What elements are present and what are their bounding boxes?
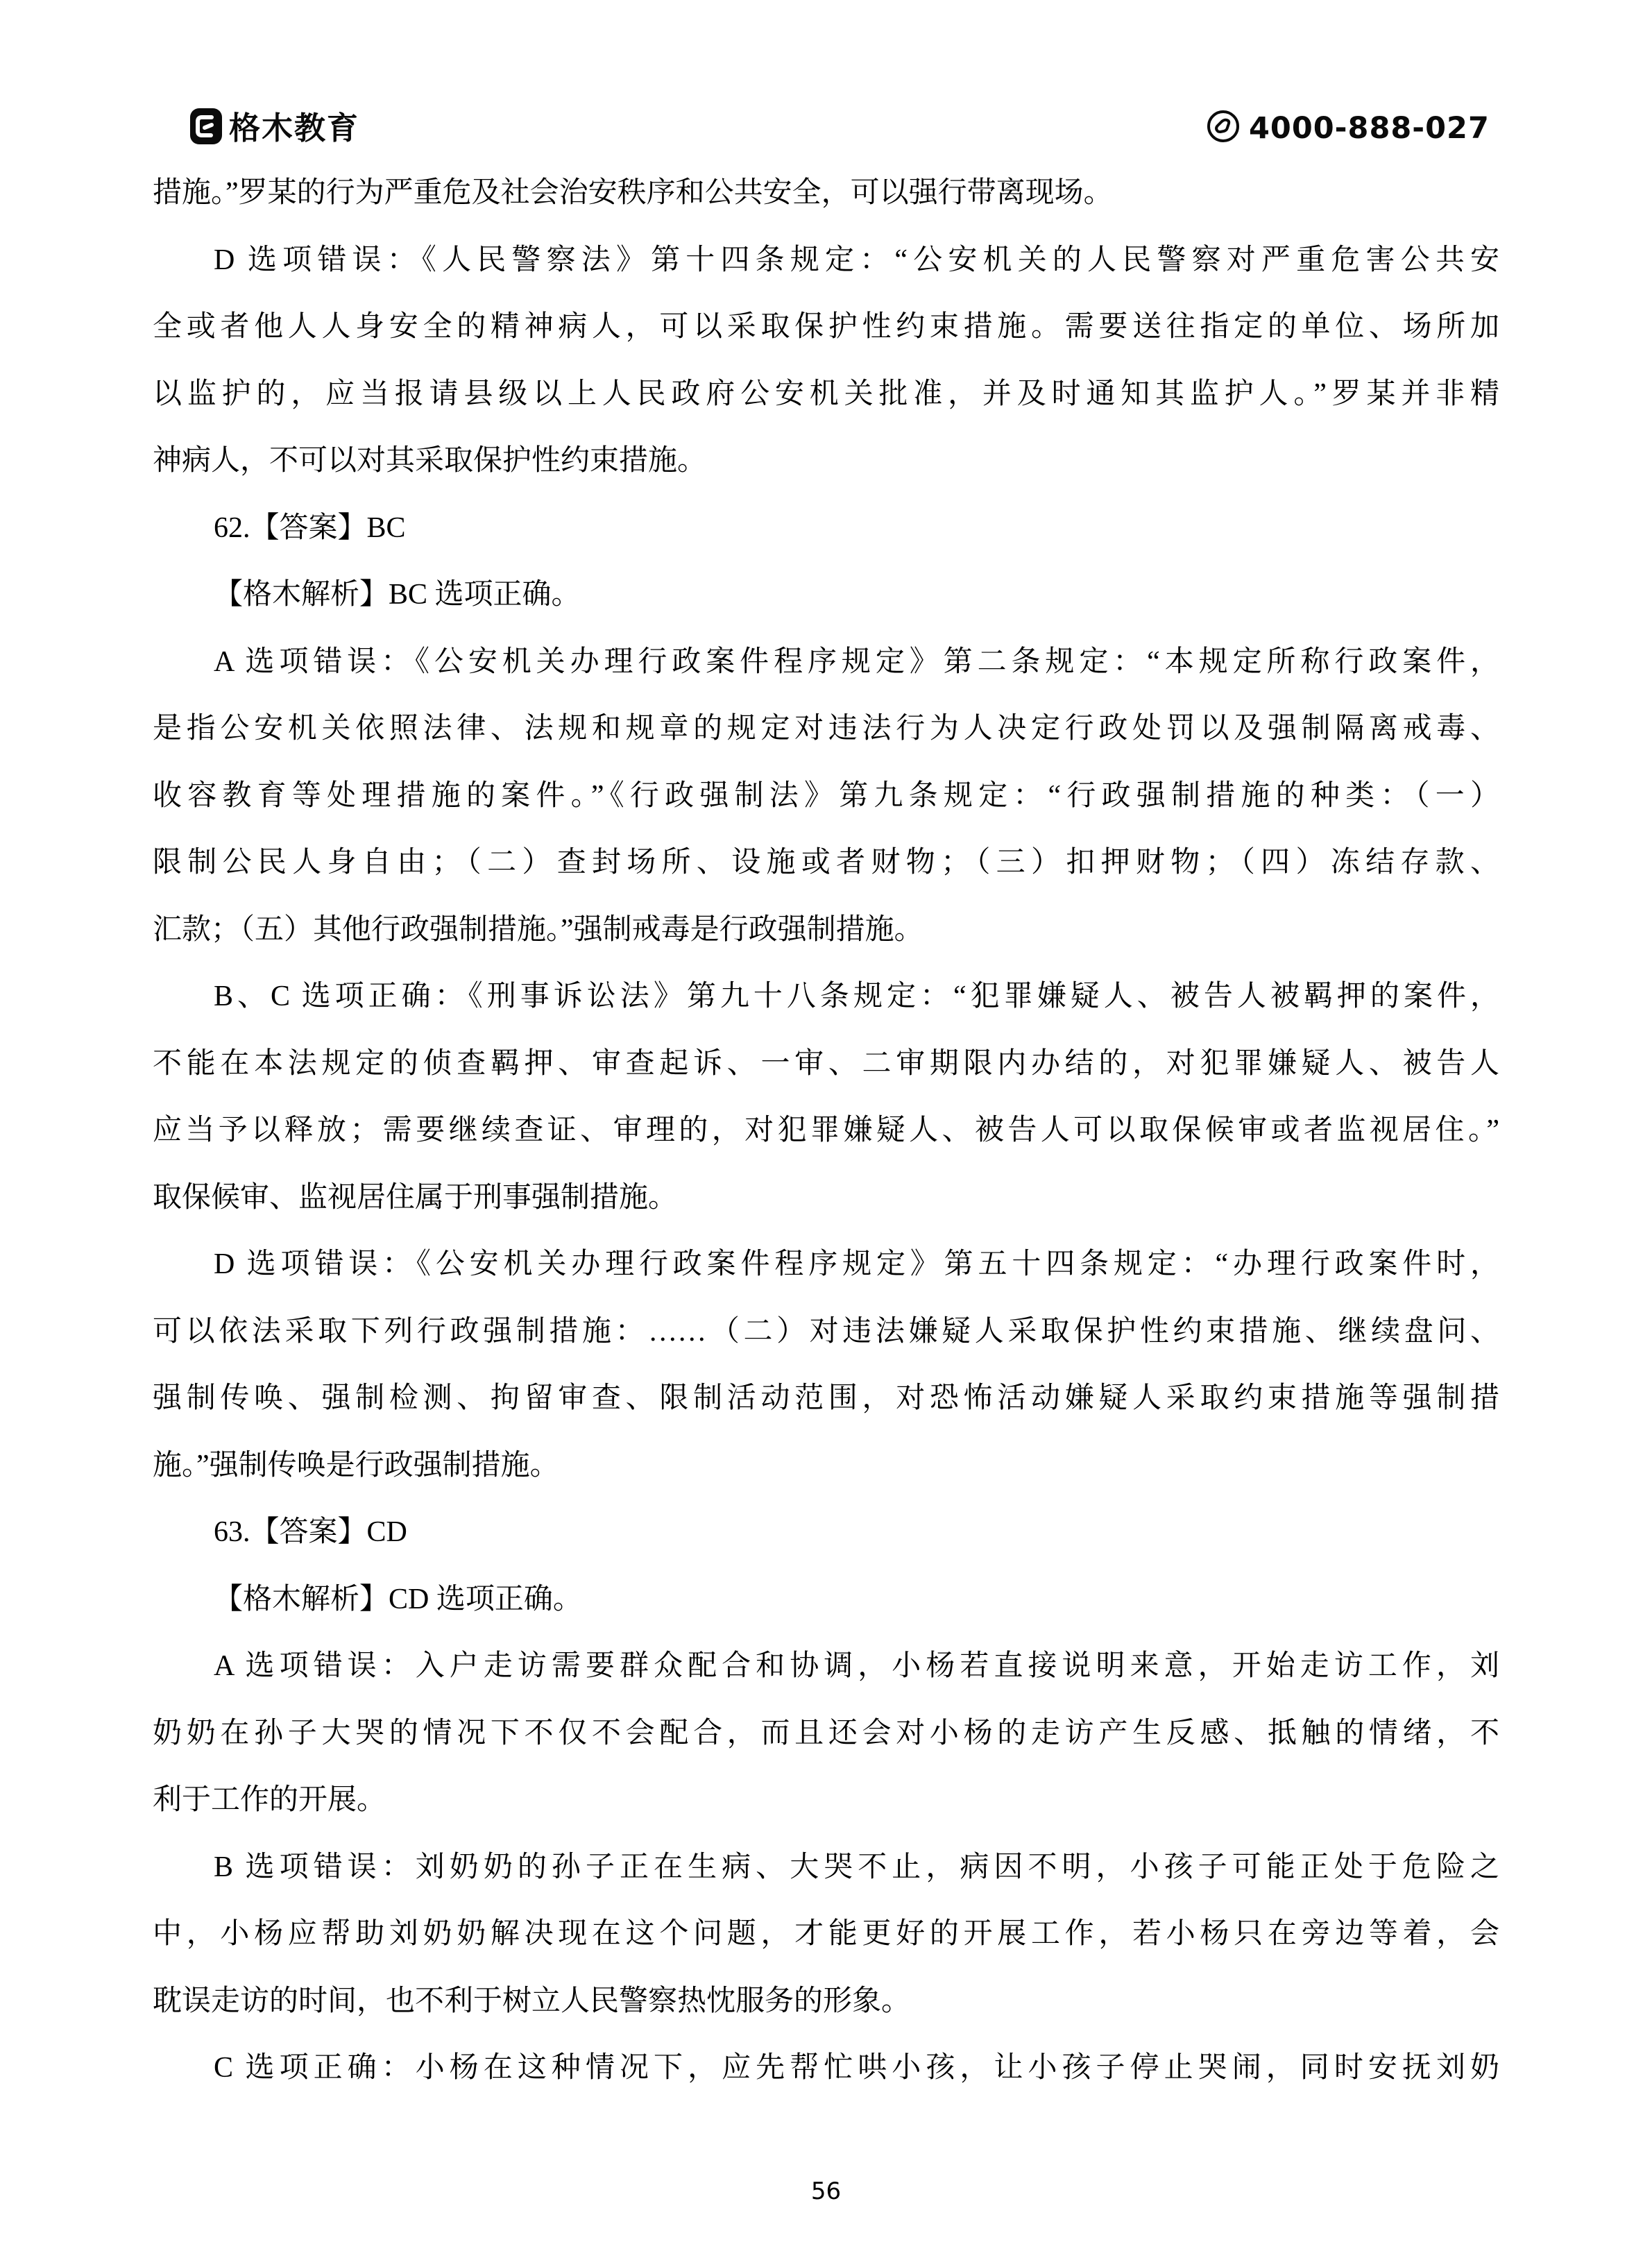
phone-icon bbox=[1206, 108, 1241, 148]
phone-number: 4000-888-027 bbox=[1249, 110, 1490, 146]
text-line: 耽误走访的时间，也不利于树立人民警察热忱服务的形象。 bbox=[153, 1985, 911, 2017]
text-line: 62.【答案】BC bbox=[214, 511, 406, 544]
text-line: 神病人，不可以对其采取保护性约束措施。 bbox=[153, 445, 707, 477]
text-line: 不能在本法规定的侦查羁押、审查起诉、一审、二审期限内办结的，对犯罪嫌疑人、被告人 bbox=[153, 1047, 1499, 1080]
text-line: A 选项错误：入户走访需要群众配合和协调，小杨若直接说明来意，开始走访工作，刘 bbox=[214, 1650, 1499, 1682]
text-line: D 选项错误：《人民警察法》第十四条规定：“公安机关的人民警察对严重危害公共安 bbox=[214, 244, 1499, 276]
text-line: 应当予以释放；需要继续查证、审理的，对犯罪嫌疑人、被告人可以取保候审或者监视居住。” bbox=[153, 1114, 1499, 1146]
text-line: 是指公安机关依照法律、法规和规章的规定对违法行为人决定行政处罚以及强制隔离戒毒、 bbox=[153, 713, 1499, 745]
text-line: 63.【答案】CD bbox=[214, 1516, 407, 1548]
text-line: 【格木解析】CD 选项正确。 bbox=[214, 1583, 582, 1615]
text-line: 全或者他人人身安全的精神病人，可以采取保护性约束措施。需要送往指定的单位、场所加 bbox=[153, 311, 1499, 343]
text-line: A 选项错误：《公安机关办理行政案件程序规定》第二条规定：“本规定所称行政案件， bbox=[214, 645, 1499, 678]
header-brand bbox=[190, 108, 359, 148]
text-line: 施。”强制传唤是行政强制措施。 bbox=[153, 1449, 559, 1481]
gemu-logo-icon bbox=[190, 108, 222, 148]
text-line: 取保候审、监视居住属于刑事强制措施。 bbox=[153, 1181, 678, 1214]
text-line: 收容教育等处理措施的案件。”《行政强制法》第九条规定：“行政强制措施的种类：（一） bbox=[153, 779, 1499, 812]
text-line: 汇款；（五）其他行政强制措施。”强制戒毒是行政强制措施。 bbox=[153, 913, 923, 946]
text-line: 措施。”罗某的行为严重危及社会治安秩序和公共安全，可以强行带离现场。 bbox=[153, 177, 1113, 209]
header-phone bbox=[1206, 108, 1490, 148]
text-line: 中，小杨应帮助刘奶奶解决现在这个问题，才能更好的开展工作，若小杨只在旁边等着，会 bbox=[153, 1918, 1499, 1950]
text-line: 以监护的，应当报请县级以上人民政府公安机关批准，并及时通知其监护人。”罗某并非精 bbox=[153, 377, 1499, 410]
text-line: 可以依法采取下列行政强制措施：……（二）对违法嫌疑人采取保护性约束措施、继续盘问、 bbox=[153, 1315, 1499, 1348]
text-line: D 选项错误：《公安机关办理行政案件程序规定》第五十四条规定：“办理行政案件时， bbox=[214, 1248, 1499, 1280]
page-number: 56 bbox=[810, 2177, 842, 2205]
text-line: 强制传唤、强制检测、拘留审查、限制活动范围，对恐怖活动嫌疑人采取约束措施等强制措 bbox=[153, 1382, 1499, 1414]
text-lines bbox=[153, 160, 1499, 2102]
text-line: 奶奶在孙子大哭的情况下不仅不会配合，而且还会对小杨的走访产生反感、抵触的情绪，不 bbox=[153, 1717, 1499, 1749]
text-line: 利于工作的开展。 bbox=[153, 1784, 386, 1816]
text-line: B 选项错误：刘奶奶的孙子正在生病、大哭不止，病因不明，小孩子可能正处于危险之 bbox=[214, 1851, 1499, 1883]
brand-name: 格木教育 bbox=[229, 109, 360, 146]
text-line: B、C 选项正确：《刑事诉讼法》第九十八条规定：“犯罪嫌疑人、被告人被羁押的案件， bbox=[214, 980, 1499, 1012]
text-line: C 选项正确：小杨在这种情况下，应先帮忙哄小孩，让小孩子停止哭闹，同时安抚刘奶 bbox=[214, 2052, 1499, 2084]
text-line: 【格木解析】BC 选项正确。 bbox=[214, 579, 581, 611]
text-line: 限制公民人身自由；（二）查封场所、设施或者财物；（三）扣押财物；（四）冻结存款、 bbox=[153, 847, 1499, 878]
